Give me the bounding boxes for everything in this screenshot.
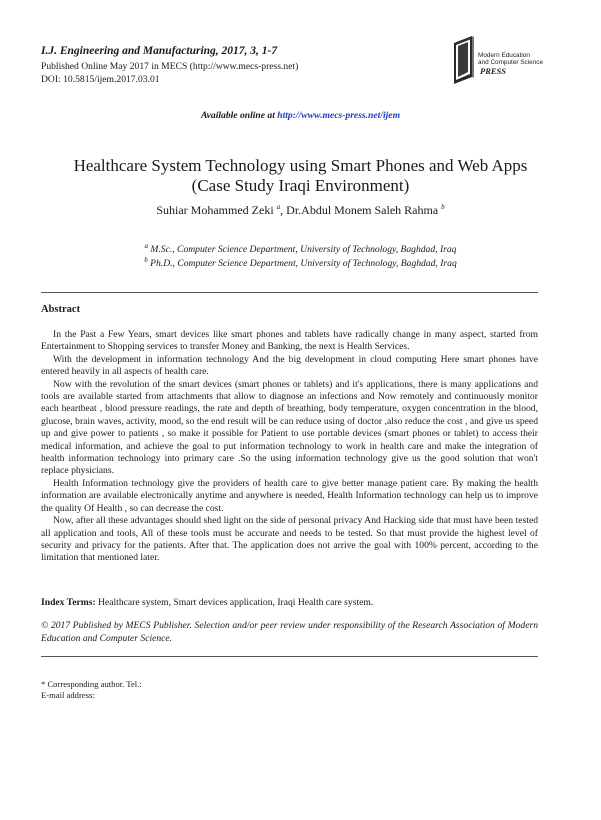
- affiliation-b: [0, 256, 601, 269]
- publication-info: Published Online May 2017 in MECS (http://www.mecs-press.net): [41, 61, 299, 72]
- logo-line-1: Modern Education: [478, 52, 530, 59]
- affiliation-a-sup: a: [144, 242, 149, 250]
- affiliation-b-sup: b: [144, 256, 148, 264]
- affiliation-a-text: M.Sc., Computer Science Department, University of Technology, Baghdad, Iraq: [148, 244, 457, 256]
- affiliation-a: [0, 242, 601, 255]
- abstract-body: [41, 329, 538, 565]
- author-separator: ,: [280, 203, 287, 217]
- logo-line-2: and Computer Science: [478, 59, 544, 66]
- availability-prefix: Available online at: [200, 110, 278, 121]
- availability-line: [0, 110, 601, 121]
- author-1: Suhiar Mohammed Zeki: [156, 203, 277, 217]
- email-address: E-mail address:: [41, 690, 95, 700]
- author-2: Dr.Abdul Monem Saleh Rahma: [286, 203, 442, 217]
- logo-line-3: PRESS: [480, 66, 506, 76]
- journal-url-link[interactable]: http://www.mecs-press.net/ijem: [277, 110, 401, 121]
- authors-line: [0, 203, 601, 218]
- affiliation-b-text: Ph.D., Computer Science Department, University of Technology, Baghdad, Iraq: [147, 258, 457, 270]
- doi: DOI: 10.5815/ijem.2017.03.01: [41, 74, 160, 85]
- index-terms-text: Healthcare system, Smart devices application, Iraqi Health care system.: [95, 597, 374, 608]
- abstract-paragraph: Now with the revolution of the smart devices (smart phones or tablets) and it's applications, there is many applications and tools are available started from attachments that allow to diagnose an infections and Now remotely and continuously monitor each heartbeat , blood pressure readings, the rate and depth of breathing, body temperature, oxygen concentration in the blood, glucose, brain waves, activity, mood, so the end result will be can reduce using of doctor ,also reduce the cost , and give us speed up and give power to patients , so make it possible for Patient to use portable devices (smart phones or tablet) to access their medical information, and achieve the goal to put information technology to work in health care and make the integration of health information technology into primary care .So the using information technology give us the good solution that won't replace physicians.: [41, 378, 538, 477]
- copyright-notice: © 2017 Published by MECS Publisher. Selection and/or peer review under responsibility of the Research Association of Modern Education and Computer Science.: [41, 620, 538, 644]
- index-terms-label: Index Terms:: [41, 597, 96, 608]
- divider-top: [41, 292, 538, 293]
- author-1-sup: a: [276, 203, 281, 211]
- corresponding-author: * Corresponding author. Tel.:: [41, 679, 142, 689]
- abstract-paragraph: With the development in information technology And the big development in cloud computing Here smart phones have entered heavily in all aspects of health care.: [41, 353, 538, 378]
- abstract-heading: Abstract: [41, 304, 81, 315]
- paper-title: [0, 156, 601, 196]
- abstract-paragraph: Now, after all these advantages should shed light on the side of personal privacy And Hacking side that must have been tested all application and tools, All of these tools must be accurate and needs to be tested. So that must provide the highest level of security and privacy for the patients. After that. The application does not arrive the goal with 100% percent, according to the limitation that mentioned later.: [41, 515, 538, 564]
- divider-bottom: [41, 656, 538, 657]
- journal-title: I.J. Engineering and Manufacturing, 2017, 3, 1-7: [41, 45, 278, 57]
- abstract-paragraph: Health Information technology give the providers of health care to give better manage patient care. By making the health information are available electronically anytime and anywhere is needed, Health Information technology can help us to improve the quality Of Health , so can decrease the cost.: [41, 477, 538, 514]
- author-2-sup: b: [441, 203, 445, 211]
- title-line-1: Healthcare System Technology using Smart Phones and Web Apps: [73, 156, 528, 175]
- abstract-paragraph: In the Past a Few Years, smart devices like smart phones and tablets have radically change in many aspect, started from Entertainment to Shopping services to transfer Money and Banking, the next is Health Services.: [41, 329, 538, 353]
- mecs-press-logo: [452, 33, 562, 89]
- book-icon: [454, 36, 474, 84]
- title-line-2: (Case Study Iraqi Environment): [191, 176, 410, 195]
- index-terms: [41, 597, 538, 608]
